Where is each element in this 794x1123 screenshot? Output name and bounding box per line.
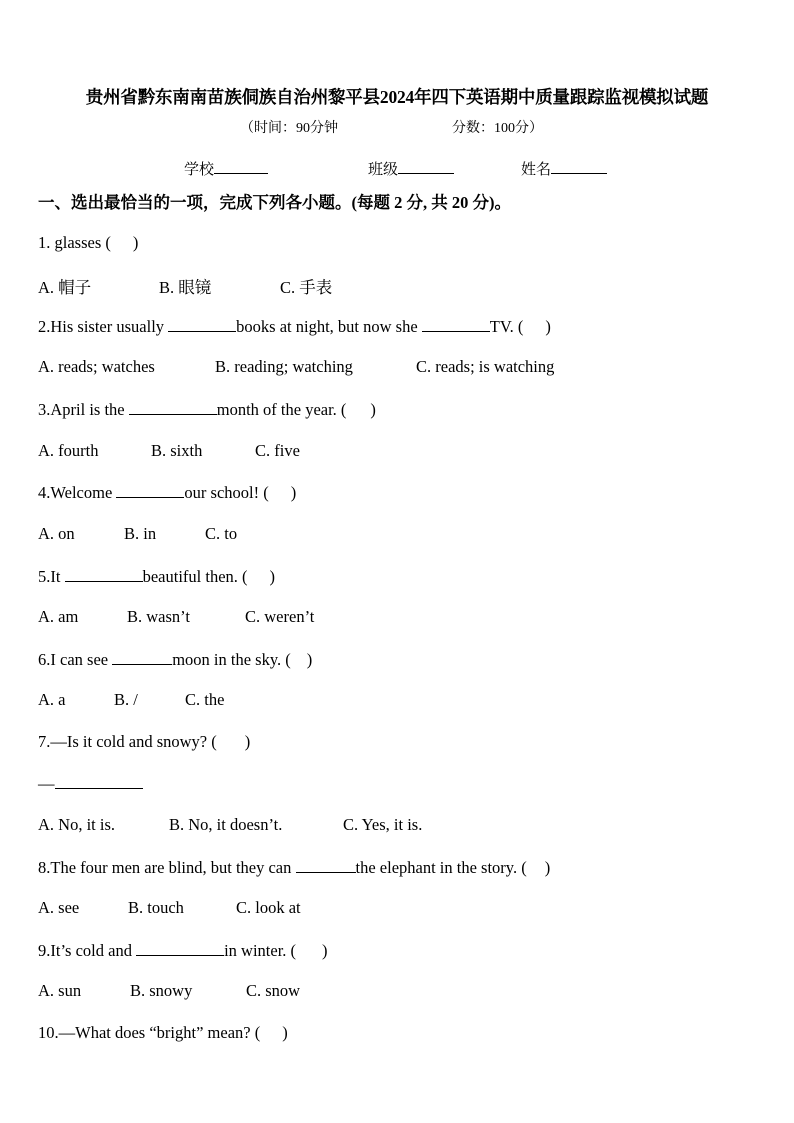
- question-text: ): [244, 732, 251, 751]
- question-text: our school! (: [184, 483, 269, 502]
- question-text: 7.—Is it cold and snowy? (: [38, 732, 217, 751]
- question-1: [38, 233, 138, 253]
- answer-blank[interactable]: [136, 940, 224, 956]
- question-text: ): [269, 567, 276, 586]
- question-text: beautiful then. (: [142, 567, 248, 586]
- question-9: [38, 940, 328, 961]
- question-8: [38, 857, 550, 878]
- question-text: 3.April is the: [38, 400, 129, 419]
- question-text: 8.The four men are blind, but they can: [38, 858, 296, 877]
- answer-blank[interactable]: [65, 566, 143, 582]
- option-a[interactable]: A. sun: [38, 981, 82, 1000]
- option-b[interactable]: B. 眼镜: [159, 278, 212, 297]
- question-text: 4.Welcome: [38, 483, 117, 502]
- school-blank[interactable]: [214, 159, 268, 174]
- question-text: ): [282, 1023, 288, 1042]
- option-c[interactable]: C. snow: [246, 981, 301, 1000]
- question-text: the elephant in the story. (: [355, 858, 527, 877]
- option-b[interactable]: B. snowy: [130, 981, 193, 1000]
- exam-title: 贵州省黔东南南苗族侗族自治州黎平县2024年四下英语期中质量跟踪监视模拟试题: [85, 87, 709, 107]
- options-4: [38, 524, 237, 544]
- section-heading: 一、选出最恰当的一项，完成下列各小题。(每题 2 分, 共 20 分)。: [38, 193, 511, 212]
- options-8: [38, 898, 301, 918]
- question-text: ): [545, 317, 551, 336]
- question-text: 2.His sister usually: [38, 317, 169, 336]
- question-text: ): [306, 650, 313, 669]
- options-2: [38, 357, 554, 377]
- question-2: [38, 316, 551, 337]
- option-c[interactable]: C. five: [255, 441, 300, 460]
- dash-text: —: [38, 774, 55, 793]
- question-text: ): [370, 400, 376, 419]
- option-b[interactable]: B. wasn’t: [127, 607, 190, 626]
- school-label: 学校: [184, 162, 215, 178]
- question-text: TV. (: [489, 317, 524, 336]
- answer-blank[interactable]: [168, 316, 236, 332]
- options-3: [38, 441, 300, 461]
- options-7: [38, 815, 422, 835]
- option-a[interactable]: A. fourth: [38, 441, 99, 460]
- answer-blank[interactable]: [422, 316, 490, 332]
- question-text: 5.It: [38, 567, 65, 586]
- class-field: [368, 158, 454, 179]
- answer-blank[interactable]: [55, 773, 143, 789]
- answer-blank[interactable]: [116, 482, 184, 498]
- question-text: 6.I can see: [38, 650, 113, 669]
- exam-score: 分数：100分）: [452, 121, 543, 136]
- exam-time: （时间：90分钟: [240, 121, 338, 136]
- answer-blank[interactable]: [129, 399, 217, 415]
- options-5: [38, 607, 314, 627]
- option-c[interactable]: C. Yes, it is.: [343, 815, 423, 834]
- question-text: ): [322, 941, 328, 960]
- option-a[interactable]: A. No, it is.: [38, 815, 116, 834]
- option-c[interactable]: C. weren’t: [245, 607, 315, 626]
- question-10: [38, 1023, 288, 1043]
- answer-blank[interactable]: [296, 857, 356, 873]
- option-a[interactable]: A. see: [38, 898, 80, 917]
- option-a[interactable]: A. 帽子: [38, 278, 92, 297]
- option-b[interactable]: B. in: [124, 524, 157, 543]
- answer-blank[interactable]: [112, 649, 172, 665]
- question-text: ): [290, 483, 297, 502]
- class-blank[interactable]: [398, 159, 454, 174]
- option-c[interactable]: C. look at: [236, 898, 301, 917]
- class-label: 班级: [368, 162, 399, 178]
- question-text: 10.—What does “bright” mean? (: [38, 1023, 261, 1042]
- options-9: [38, 981, 300, 1001]
- question-text: in winter. (: [224, 941, 297, 960]
- option-a[interactable]: A. am: [38, 607, 79, 626]
- question-5: [38, 566, 275, 587]
- option-a[interactable]: A. reads; watches: [38, 357, 155, 376]
- name-label: 姓名: [521, 162, 552, 178]
- question-text: 1. glasses (: [38, 233, 111, 252]
- answer-line-7: [38, 773, 143, 794]
- question-6: [38, 649, 312, 670]
- question-3: [38, 399, 376, 420]
- question-text: ): [544, 858, 551, 877]
- question-text: 9.It’s cold and: [38, 941, 137, 960]
- option-c[interactable]: C. to: [205, 524, 238, 543]
- question-text: ): [132, 233, 139, 252]
- options-1: [38, 274, 332, 298]
- options-6: [38, 690, 224, 710]
- question-7: [38, 732, 250, 752]
- school-field: [184, 158, 268, 179]
- option-b[interactable]: B. sixth: [151, 441, 203, 460]
- question-text: month of the year. (: [216, 400, 347, 419]
- option-c[interactable]: C. the: [185, 690, 225, 709]
- option-a[interactable]: A. on: [38, 524, 75, 543]
- name-field: [521, 158, 607, 179]
- question-4: [38, 482, 296, 503]
- option-b[interactable]: B. /: [114, 690, 138, 709]
- option-c[interactable]: C. reads; is watching: [416, 357, 555, 376]
- option-b[interactable]: B. touch: [128, 898, 184, 917]
- option-a[interactable]: A. a: [38, 690, 66, 709]
- name-blank[interactable]: [551, 159, 607, 174]
- option-b[interactable]: B. reading; watching: [215, 357, 353, 376]
- question-text: moon in the sky. (: [172, 650, 291, 669]
- option-c[interactable]: C. 手表: [280, 278, 333, 297]
- option-b[interactable]: B. No, it doesn’t.: [169, 815, 283, 834]
- question-text: books at night, but now she: [236, 317, 422, 336]
